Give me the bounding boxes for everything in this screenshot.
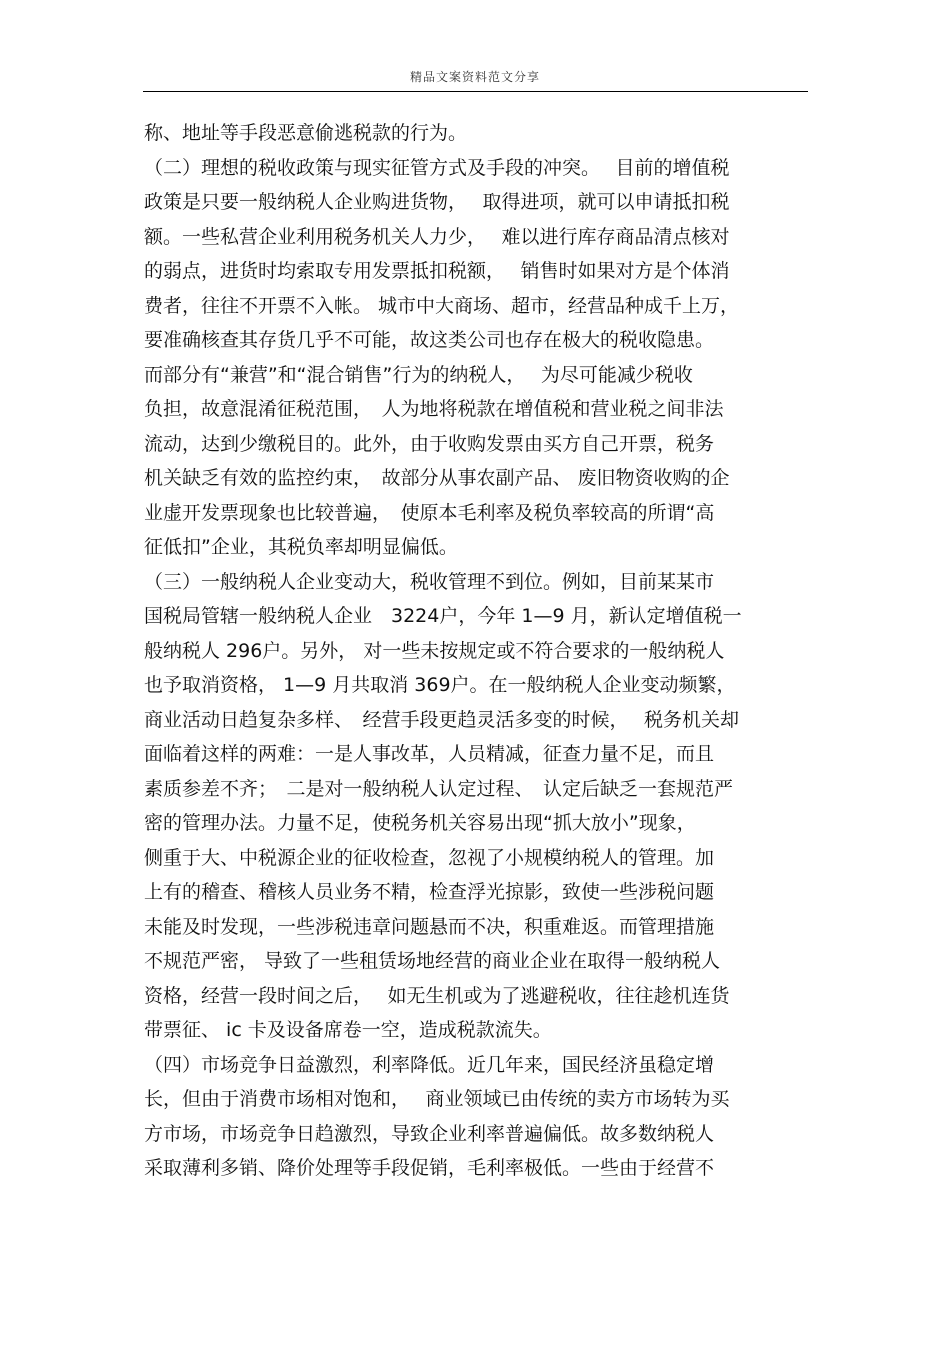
text-line: （二）理想的税收政策与现实征管方式及手段的冲突。 目前的增值税 (144, 156, 730, 179)
text-line: 负担，故意混淆征税范围， 人为地将税款在增值税和营业税之间非法 (144, 398, 724, 420)
text-line: 带票征、 ic 卡及设备席卷一空，造成税款流失。 (144, 1019, 552, 1041)
page-header-title: 精品文案资料范文分享 (409, 70, 540, 84)
text-line: 素质参差不齐； 二是对一般纳税人认定过程、 认定后缺乏一套规范严 (144, 777, 734, 800)
text-line: 侧重于大、中税源企业的征收检查，忽视了小规模纳税人的管理。加 (144, 846, 715, 869)
text-line: 面临着这样的两难：一是人事改革，人员精减，征查力量不足，而且 (144, 743, 715, 765)
text-line: 商业活动日趋复杂多样、 经营手段更趋灵活多变的时候， 税务机关却 (144, 708, 740, 731)
text-line: 的弱点，进货时均索取专用发票抵扣税额， 销售时如果对方是个体消 (144, 260, 730, 282)
text-line: 也予取消资格， 1—9 月共取消 369户。在一般纳税人企业变动频繁， (144, 674, 736, 696)
text-line: 业虚开发票现象也比较普遍， 使原本毛利率及税负率较高的所谓“高 (144, 501, 715, 524)
text-line: 方市场，市场竞争日趋激烈，导致企业利率普遍偏低。故多数纳税人 (144, 1122, 715, 1145)
text-line: 长，但由于消费市场相对饱和， 商业领域已由传统的卖方市场转为买 (144, 1088, 730, 1110)
text-line: 政策是只要一般纳税人企业购进货物， 取得进项，就可以申请抵扣税 (144, 191, 730, 213)
text-line: 征低扣”企业，其税负率却明显偏低。 (144, 536, 458, 558)
text-line: 机关缺乏有效的监控约束， 故部分从事农副产品、 废旧物资收购的企 (144, 467, 730, 489)
text-line: （三）一般纳税人企业变动大，税收管理不到位。例如，目前某某市 (144, 570, 715, 593)
text-line: 般纳税人 296户。另外， 对一些未按规定或不符合要求的一般纳税人 (144, 639, 725, 662)
text-line: 要准确核查其存货几乎不可能，故这类公司也存在极大的税收隐患。 (144, 329, 715, 351)
text-line: 上有的稽查、稽核人员业务不精，检查浮光掠影，致使一些涉税问题 (144, 881, 715, 903)
text-line: 采取薄利多销、降价处理等手段促销，毛利率极低。一些由于经营不 (144, 1157, 715, 1179)
text-line: 而部分有“兼营”和“混合销售”行为的纳税人， 为尽可能减少税收 (144, 363, 693, 386)
text-line: 未能及时发现，一些涉税违章问题悬而不决，积重难返。而管理措施 (144, 915, 715, 938)
text-line: 费者，往往不开票不入帐。 城市中大商场、超市，经营品种成千上万， (144, 294, 740, 317)
text-line: （四）市场竞争日益激烈，利率降低。近几年来，国民经济虽稳定增 (144, 1053, 715, 1076)
text-line: 不规范严密， 导致了一些租赁场地经营的商业企业在取得一般纳税人 (144, 950, 721, 972)
text-line: 额。一些私营企业利用税务机关人力少， 难以进行库存商品清点核对 (144, 225, 730, 248)
text-line: 称、地址等手段恶意偷逃税款的行为。 (144, 122, 468, 144)
text-line: 国税局管辖一般纳税人企业 3224户，今年 1—9 月，新认定增值税一 (144, 605, 742, 627)
header-divider (143, 91, 808, 92)
text-line: 流动，达到少缴税目的。此外，由于收购发票由买方自己开票，税务 (144, 432, 715, 455)
text-line: 资格，经营一段时间之后， 如无生机或为了逃避税收，往往趁机连货 (144, 984, 730, 1007)
document-body (144, 116, 824, 1186)
text-line: 密的管理办法。力量不足，使税务机关容易出现“抓大放小”现象， (144, 812, 696, 834)
